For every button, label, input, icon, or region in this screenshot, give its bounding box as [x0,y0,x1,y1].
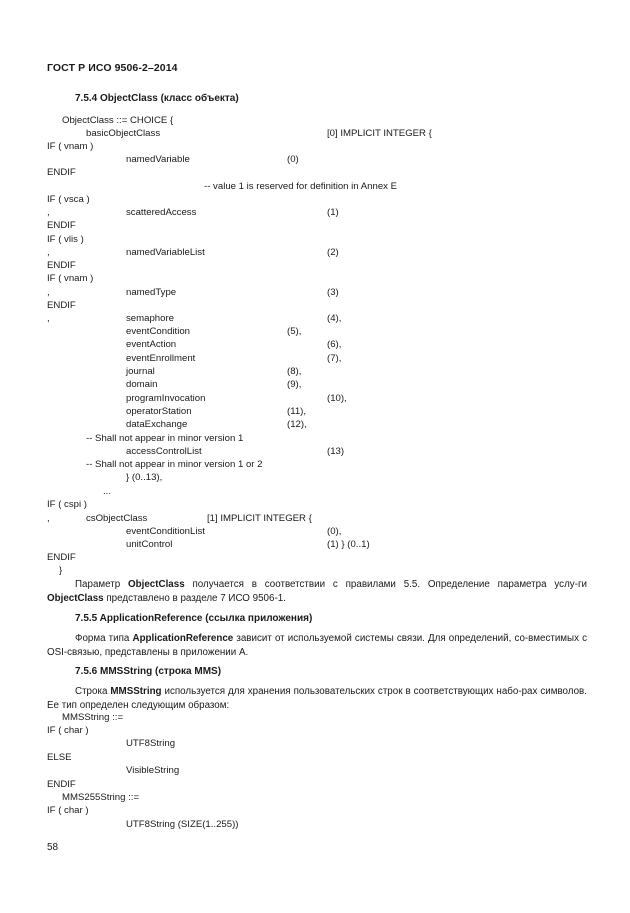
paragraph-mmsstring: Строка MMSString используется для хранения пользовательских строк в соответствующих набо-рах символов. Ее тип определен следующим образом: [47,686,587,711]
code-token: (2) [327,247,339,258]
code-token: } (0..13), [126,472,163,483]
code-token: accessControlList [126,446,202,457]
code-line [0,127,630,140]
code-token: eventCondition [126,326,191,337]
code-line [0,219,630,232]
code-token: , [47,513,50,524]
code-token: ENDIF [47,220,76,231]
code-token: UTF8String [126,738,176,749]
code-line [0,538,630,551]
code-token: -- Shall not appear in minor version 1 or 2 [86,459,263,470]
code-token: journal [126,366,155,377]
code-token: (11), [287,406,307,417]
code-line [0,445,630,458]
code-token: semaphore [126,313,174,324]
code-token: dataExchange [126,419,188,430]
code-token: eventConditionList [126,526,205,537]
code-line [0,365,630,378]
code-token: namedType [126,287,177,298]
code-line [0,751,630,764]
code-line [0,804,630,817]
code-token: basicObjectClass [86,128,161,139]
code-token: VisibleString [126,765,180,776]
paragraph-objectclass: Параметр ObjectClass получается в соответствии с правилами 5.5. Определение параметра услу-ги ObjectClass представлено в разделе 7 ИСО 9506-1. [47,579,587,604]
code-line [0,485,630,498]
code-line [0,286,630,299]
code-token: ... [103,486,111,497]
code-token: IF ( cspi ) [47,499,87,510]
section-title-7-5-6: 7.5.6 MMSString (строка MMS) [75,666,222,677]
code-token: (12), [287,419,307,430]
code-line [0,166,630,179]
code-line [0,525,630,538]
code-token: , [47,313,50,324]
code-line [0,180,630,193]
code-token: ENDIF [47,779,76,790]
code-token: namedVariable [126,154,190,165]
code-token: [0] IMPLICIT INTEGER { [327,128,432,139]
code-line [0,114,630,127]
code-token: IF ( char ) [47,805,89,816]
code-token: ENDIF [47,300,76,311]
code-token: (5), [287,326,302,337]
code-token: scatteredAccess [126,207,197,218]
page-header: ГОСТ Р ИСО 9506-2–2014 [47,62,178,74]
code-token: unitControl [126,539,173,550]
code-token: (1) } (0..1) [327,539,370,550]
code-token: (0) [287,154,299,165]
code-token: programInvocation [126,393,206,404]
code-line [0,352,630,365]
code-token: -- value 1 is reserved for definition in Annex E [204,181,398,192]
section-title-7-5-5: 7.5.5 ApplicationReference (ссылка приложения) [75,613,313,624]
code-line [0,153,630,166]
code-line [0,206,630,219]
code-token: [1] IMPLICIT INTEGER { [207,513,312,524]
code-line [0,737,630,750]
code-line [0,378,630,391]
code-line [0,312,630,325]
code-line [0,711,630,724]
code-line [0,778,630,791]
code-line [0,458,630,471]
code-line [0,512,630,525]
code-token: ObjectClass ::= CHOICE { [62,115,174,126]
code-line [0,392,630,405]
section-title-7-5-4: 7.5.4 ObjectClass (класс объекта) [75,93,239,104]
code-token: (7), [327,353,342,364]
code-token: UTF8String (SIZE(1..255)) [126,819,239,830]
code-token: (6), [327,339,342,350]
code-token: IF ( vsca ) [47,194,90,205]
code-token: MMSString ::= [62,712,124,723]
code-line [0,791,630,804]
code-token: ENDIF [47,260,76,271]
code-line [0,764,630,777]
code-token: operatorStation [126,406,192,417]
code-line [0,259,630,272]
code-token: (10), [327,393,347,404]
code-token: IF ( vnam ) [47,141,94,152]
code-token: (0), [327,526,342,537]
code-token: ELSE [47,752,72,763]
code-token: } [59,565,63,576]
code-line [0,498,630,511]
code-token: ENDIF [47,552,76,563]
code-line [0,272,630,285]
code-token: MMS255String ::= [62,792,140,803]
code-line [0,338,630,351]
code-line [0,140,630,153]
code-token: -- Shall not appear in minor version 1 [86,433,244,444]
code-line [0,299,630,312]
code-line [0,564,630,577]
code-token: domain [126,379,158,390]
code-token: (8), [287,366,302,377]
code-line [0,724,630,737]
code-token: (13) [327,446,345,457]
code-token: namedVariableList [126,247,205,258]
code-line [0,405,630,418]
code-token: (1) [327,207,339,218]
code-line [0,418,630,431]
code-line [0,551,630,564]
code-token: (4), [327,313,342,324]
code-token: eventAction [126,339,177,350]
page-number: 58 [47,842,59,853]
code-token: csObjectClass [86,513,148,524]
code-token: IF ( vnam ) [47,273,94,284]
code-token: eventEnrollment [126,353,196,364]
code-line [0,233,630,246]
code-line [0,818,630,831]
code-token: , [47,207,50,218]
code-line [0,471,630,484]
code-token: , [47,247,50,258]
code-token: IF ( char ) [47,725,89,736]
code-token: ENDIF [47,167,76,178]
code-token: (3) [327,287,339,298]
paragraph-applicationreference: Форма типа ApplicationReference зависит от используемой системы связи. Для определений, со-вместимых с OSI-связью, представлены в приложении А. [47,633,587,658]
code-line [0,246,630,259]
code-token: (9), [287,379,302,390]
code-token: , [47,287,50,298]
code-token: IF ( vlis ) [47,234,84,245]
code-line [0,432,630,445]
code-line [0,193,630,206]
code-line [0,325,630,338]
